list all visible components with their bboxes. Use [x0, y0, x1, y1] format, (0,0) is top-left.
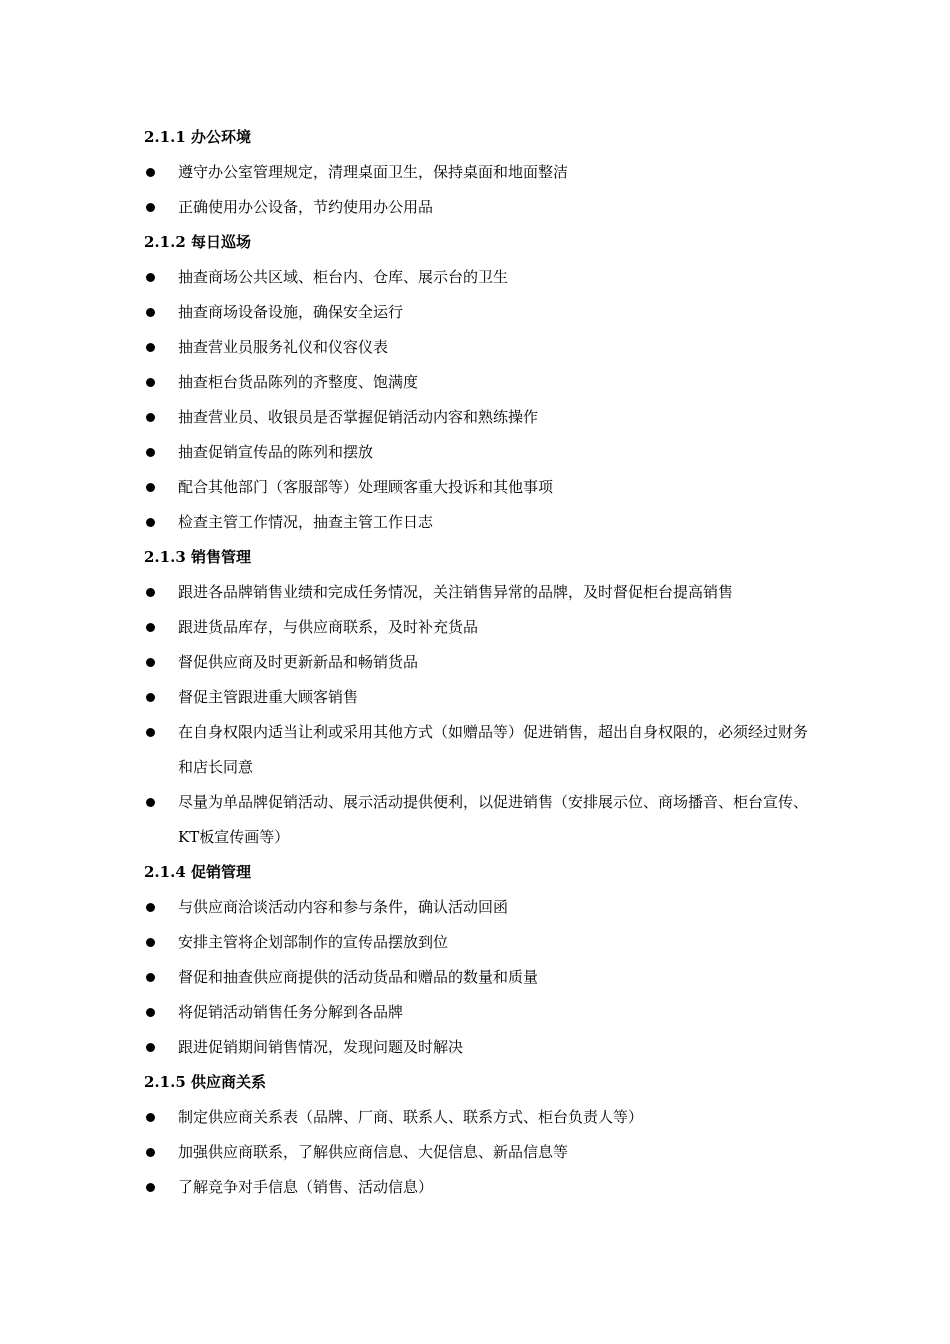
- bullet-icon: [146, 903, 155, 912]
- bullet-icon: [146, 1113, 155, 1122]
- bullet-icon: [146, 728, 155, 737]
- bullet-icon: [146, 938, 155, 947]
- section-heading: 2.1.2 每日巡场: [144, 233, 251, 251]
- bullet-icon: [146, 658, 155, 667]
- bullet-icon: [146, 203, 155, 212]
- list-item: [144, 785, 814, 855]
- list-item-text: 制定供应商关系表（品牌、厂商、联系人、联系方式、柜台负责人等）: [178, 1108, 644, 1126]
- bullet-icon: [146, 973, 155, 982]
- list-item: [144, 505, 814, 540]
- list-item: [144, 470, 814, 505]
- document-body: [144, 120, 814, 1205]
- list-item: [144, 155, 814, 190]
- list-item-text: 抽查营业员、收银员是否掌握促销活动内容和熟练操作: [178, 408, 539, 426]
- bullet-icon: [146, 623, 155, 632]
- list-item: [144, 330, 814, 365]
- bullet-icon: [146, 413, 155, 422]
- bullet-icon: [146, 798, 155, 807]
- list-item: [144, 435, 814, 470]
- section-heading: 2.1.5 供应商关系: [144, 1073, 266, 1091]
- list-item: [144, 645, 814, 680]
- bullet-icon: [146, 1043, 155, 1052]
- list-item-text: 跟进各品牌销售业绩和完成任务情况，关注销售异常的品牌，及时督促柜台提高销售: [178, 583, 734, 601]
- list-item-text: 督促主管跟进重大顾客销售: [178, 688, 359, 706]
- list-item-text: 配合其他部门（客服部等）处理顾客重大投诉和其他事项: [178, 478, 554, 496]
- bullet-icon: [146, 378, 155, 387]
- list-item-text: 加强供应商联系，了解供应商信息、大促信息、新品信息等: [178, 1143, 569, 1161]
- list-item: [144, 1135, 814, 1170]
- bullet-icon: [146, 1183, 155, 1192]
- list-item: [144, 890, 814, 925]
- list-item-text: 与供应商洽谈活动内容和参与条件，确认活动回函: [178, 898, 509, 916]
- list-item-text: 跟进促销期间销售情况，发现问题及时解决: [178, 1038, 464, 1056]
- bullet-icon: [146, 518, 155, 527]
- bullet-icon: [146, 448, 155, 457]
- list-item-text: 督促供应商及时更新新品和畅销货品: [178, 653, 419, 671]
- list-item-text: 跟进货品库存，与供应商联系，及时补充货品: [178, 618, 479, 636]
- list-item-text: 尽量为单品牌促销活动、展示活动提供便利，以促进销售（安排展示位、商场播音、柜台宣传、KT板宣传画等）: [178, 793, 809, 846]
- list-item-text: 将促销活动销售任务分解到各品牌: [178, 1003, 404, 1021]
- bullet-icon: [146, 343, 155, 352]
- list-item: [144, 680, 814, 715]
- list-item-text: 安排主管将企划部制作的宣传品摆放到位: [178, 933, 449, 951]
- bullet-icon: [146, 693, 155, 702]
- section-heading: 2.1.4 促销管理: [144, 863, 251, 881]
- section-heading: 2.1.3 销售管理: [144, 548, 251, 566]
- list-item-text: 了解竞争对手信息（销售、活动信息）: [178, 1178, 434, 1196]
- list-item-text: 抽查商场公共区域、柜台内、仓库、展示台的卫生: [178, 268, 509, 286]
- list-item: [144, 610, 814, 645]
- list-item: [144, 1100, 814, 1135]
- list-item: [144, 400, 814, 435]
- list-item-text: 抽查商场设备设施，确保安全运行: [178, 303, 404, 321]
- bullet-icon: [146, 1148, 155, 1157]
- list-item: [144, 960, 814, 995]
- list-item-text: 检查主管工作情况，抽查主管工作日志: [178, 513, 434, 531]
- list-item-text: 抽查促销宣传品的陈列和摆放: [178, 443, 374, 461]
- list-item: [144, 295, 814, 330]
- bullet-icon: [146, 483, 155, 492]
- list-item: [144, 1170, 814, 1205]
- list-item-text: 督促和抽查供应商提供的活动货品和赠品的数量和质量: [178, 968, 539, 986]
- list-item: [144, 995, 814, 1030]
- list-item: [144, 365, 814, 400]
- bullet-icon: [146, 1008, 155, 1017]
- list-item: [144, 715, 814, 785]
- list-item-text: 抽查柜台货品陈列的齐整度、饱满度: [178, 373, 419, 391]
- list-item-text: 抽查营业员服务礼仪和仪容仪表: [178, 338, 389, 356]
- list-item-text: 遵守办公室管理规定，清理桌面卫生，保持桌面和地面整洁: [178, 163, 569, 181]
- list-item: [144, 925, 814, 960]
- list-item-text: 在自身权限内适当让利或采用其他方式（如赠品等）促进销售，超出自身权限的，必须经过财务和店长同意: [178, 723, 809, 776]
- list-item: [144, 575, 814, 610]
- list-item: [144, 1030, 814, 1065]
- list-item: [144, 260, 814, 295]
- bullet-icon: [146, 588, 155, 597]
- bullet-icon: [146, 273, 155, 282]
- list-item: [144, 190, 814, 225]
- section-heading: 2.1.1 办公环境: [144, 128, 251, 146]
- list-item-text: 正确使用办公设备，节约使用办公用品: [178, 198, 434, 216]
- bullet-icon: [146, 168, 155, 177]
- bullet-icon: [146, 308, 155, 317]
